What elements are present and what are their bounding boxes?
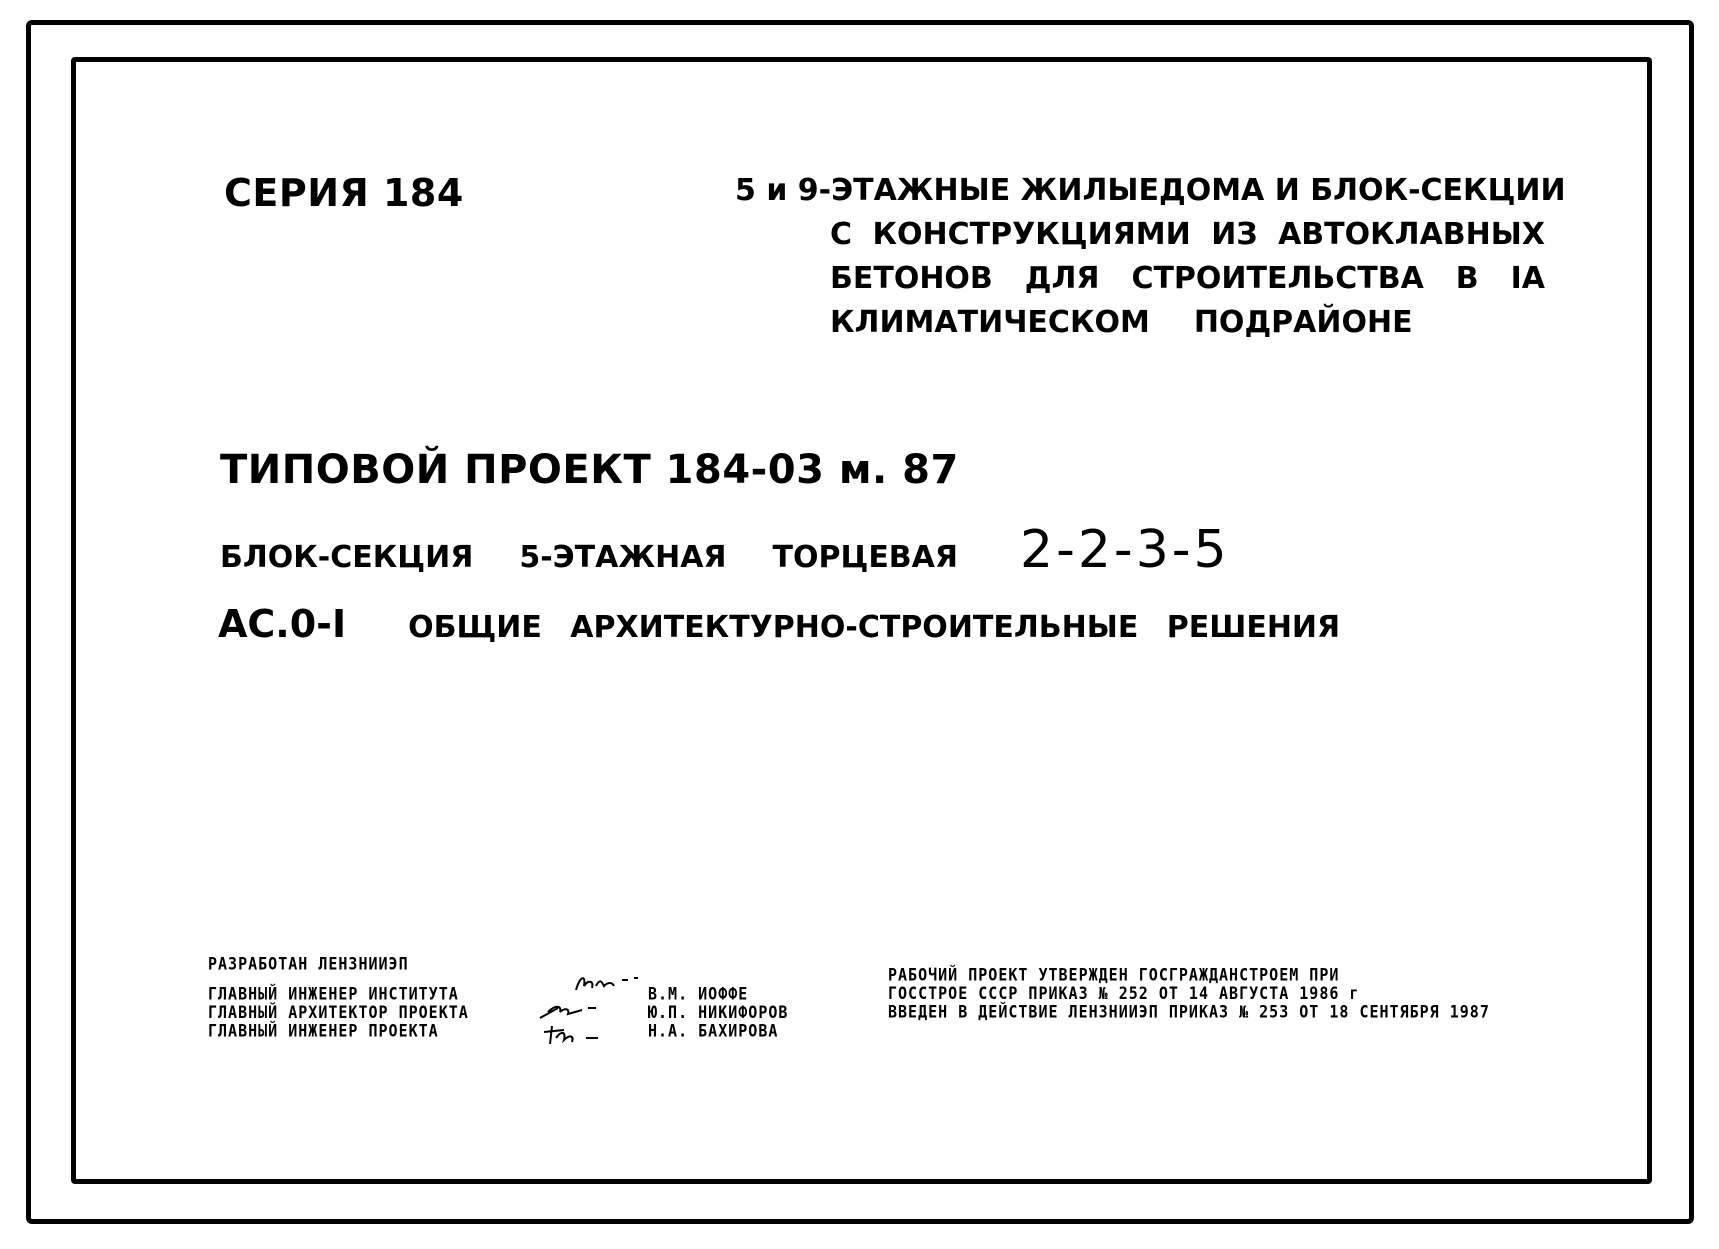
title-word: СТРОИТЕЛЬСТВА [1131, 261, 1424, 296]
section-row [220, 520, 1230, 580]
signature-3-icon [540, 1022, 620, 1046]
name-ioffe: В.М. ИОФФЕ [648, 983, 749, 1004]
credits-names [648, 985, 788, 1041]
approval-line-2: ГОССТРОЕ СССР ПРИКАЗ № 252 ОТ 14 АВГУСТА 1986 г [888, 983, 1360, 1004]
name-bakhirova: Н.А. БАХИРОВА [648, 1021, 779, 1042]
title-line-4 [830, 305, 1545, 340]
sheet-description: ОБЩИЕ АРХИТЕКТУРНО-СТРОИТЕЛЬНЫЕ РЕШЕНИЯ [408, 610, 1341, 645]
title-word: С [830, 217, 853, 252]
title-line-1-left: 5 и 9-ЭТАЖНЫЕ ЖИЛЫЕ [735, 173, 1159, 208]
title-word: БЕТОНОВ [830, 261, 993, 296]
sheet-code: АС.0-I [218, 602, 347, 646]
role-chief-engineer-institute: ГЛАВНЫЙ ИНЖЕНЕР ИНСТИТУТА [208, 983, 459, 1004]
series-label: СЕРИЯ 184 [224, 171, 464, 215]
approval-line-3: ВВЕДЕН В ДЕЙСТВИЕ ЛЕНЗНИИЭП ПРИКАЗ № 253 ОТ 18 СЕНТЯБРЯ 1987 [888, 1002, 1490, 1023]
document-title [735, 173, 1566, 352]
section-label: БЛОК-СЕКЦИЯ [220, 540, 474, 575]
signature-2-icon [538, 998, 618, 1022]
role-chief-engineer-project: ГЛАВНЫЙ ИНЖЕНЕР ПРОЕКТА [208, 1021, 439, 1042]
title-line-3 [830, 261, 1545, 296]
role-chief-architect: ГЛАВНЫЙ АРХИТЕКТОР ПРОЕКТА [208, 1002, 469, 1023]
title-line-2 [830, 217, 1545, 252]
approval-line-1: РАБОЧИЙ ПРОЕКТ УТВЕРЖДЕН ГОСГРАЖДАНСТРОЕМ ПРИ [888, 964, 1340, 985]
title-line-1 [735, 173, 1566, 208]
section-floors: 5-ЭТАЖНАЯ [519, 540, 727, 575]
title-line-1-right: ДОМА И БЛОК-СЕКЦИИ [1158, 173, 1566, 208]
section-type: ТОРЦЕВАЯ [772, 540, 958, 575]
developed-by: РАЗРАБОТАН ЛЕНЗНИИЭП [208, 953, 409, 974]
sheet-row [218, 602, 1340, 646]
title-word: КЛИМАТИЧЕСКОМ [830, 305, 1150, 340]
project-title: ТИПОВОЙ ПРОЕКТ 184-03 м. 87 [220, 447, 959, 493]
section-code: 2-2-3-5 [1020, 520, 1230, 580]
title-word: КОНСТРУКЦИЯМИ [872, 217, 1191, 252]
title-word: ПОДРАЙОНЕ [1193, 305, 1413, 340]
name-nikiforov: Ю.П. НИКИФОРОВ [648, 1002, 789, 1023]
title-word: ИЗ [1211, 217, 1258, 252]
credits-roles [208, 985, 469, 1041]
title-word: IА [1510, 261, 1545, 296]
title-word: ДЛЯ [1024, 261, 1100, 296]
signature-1-icon [572, 972, 652, 996]
title-word: В [1455, 261, 1479, 296]
title-word: АВТОКЛАВНЫХ [1278, 217, 1545, 252]
approval-note [888, 966, 1490, 1022]
